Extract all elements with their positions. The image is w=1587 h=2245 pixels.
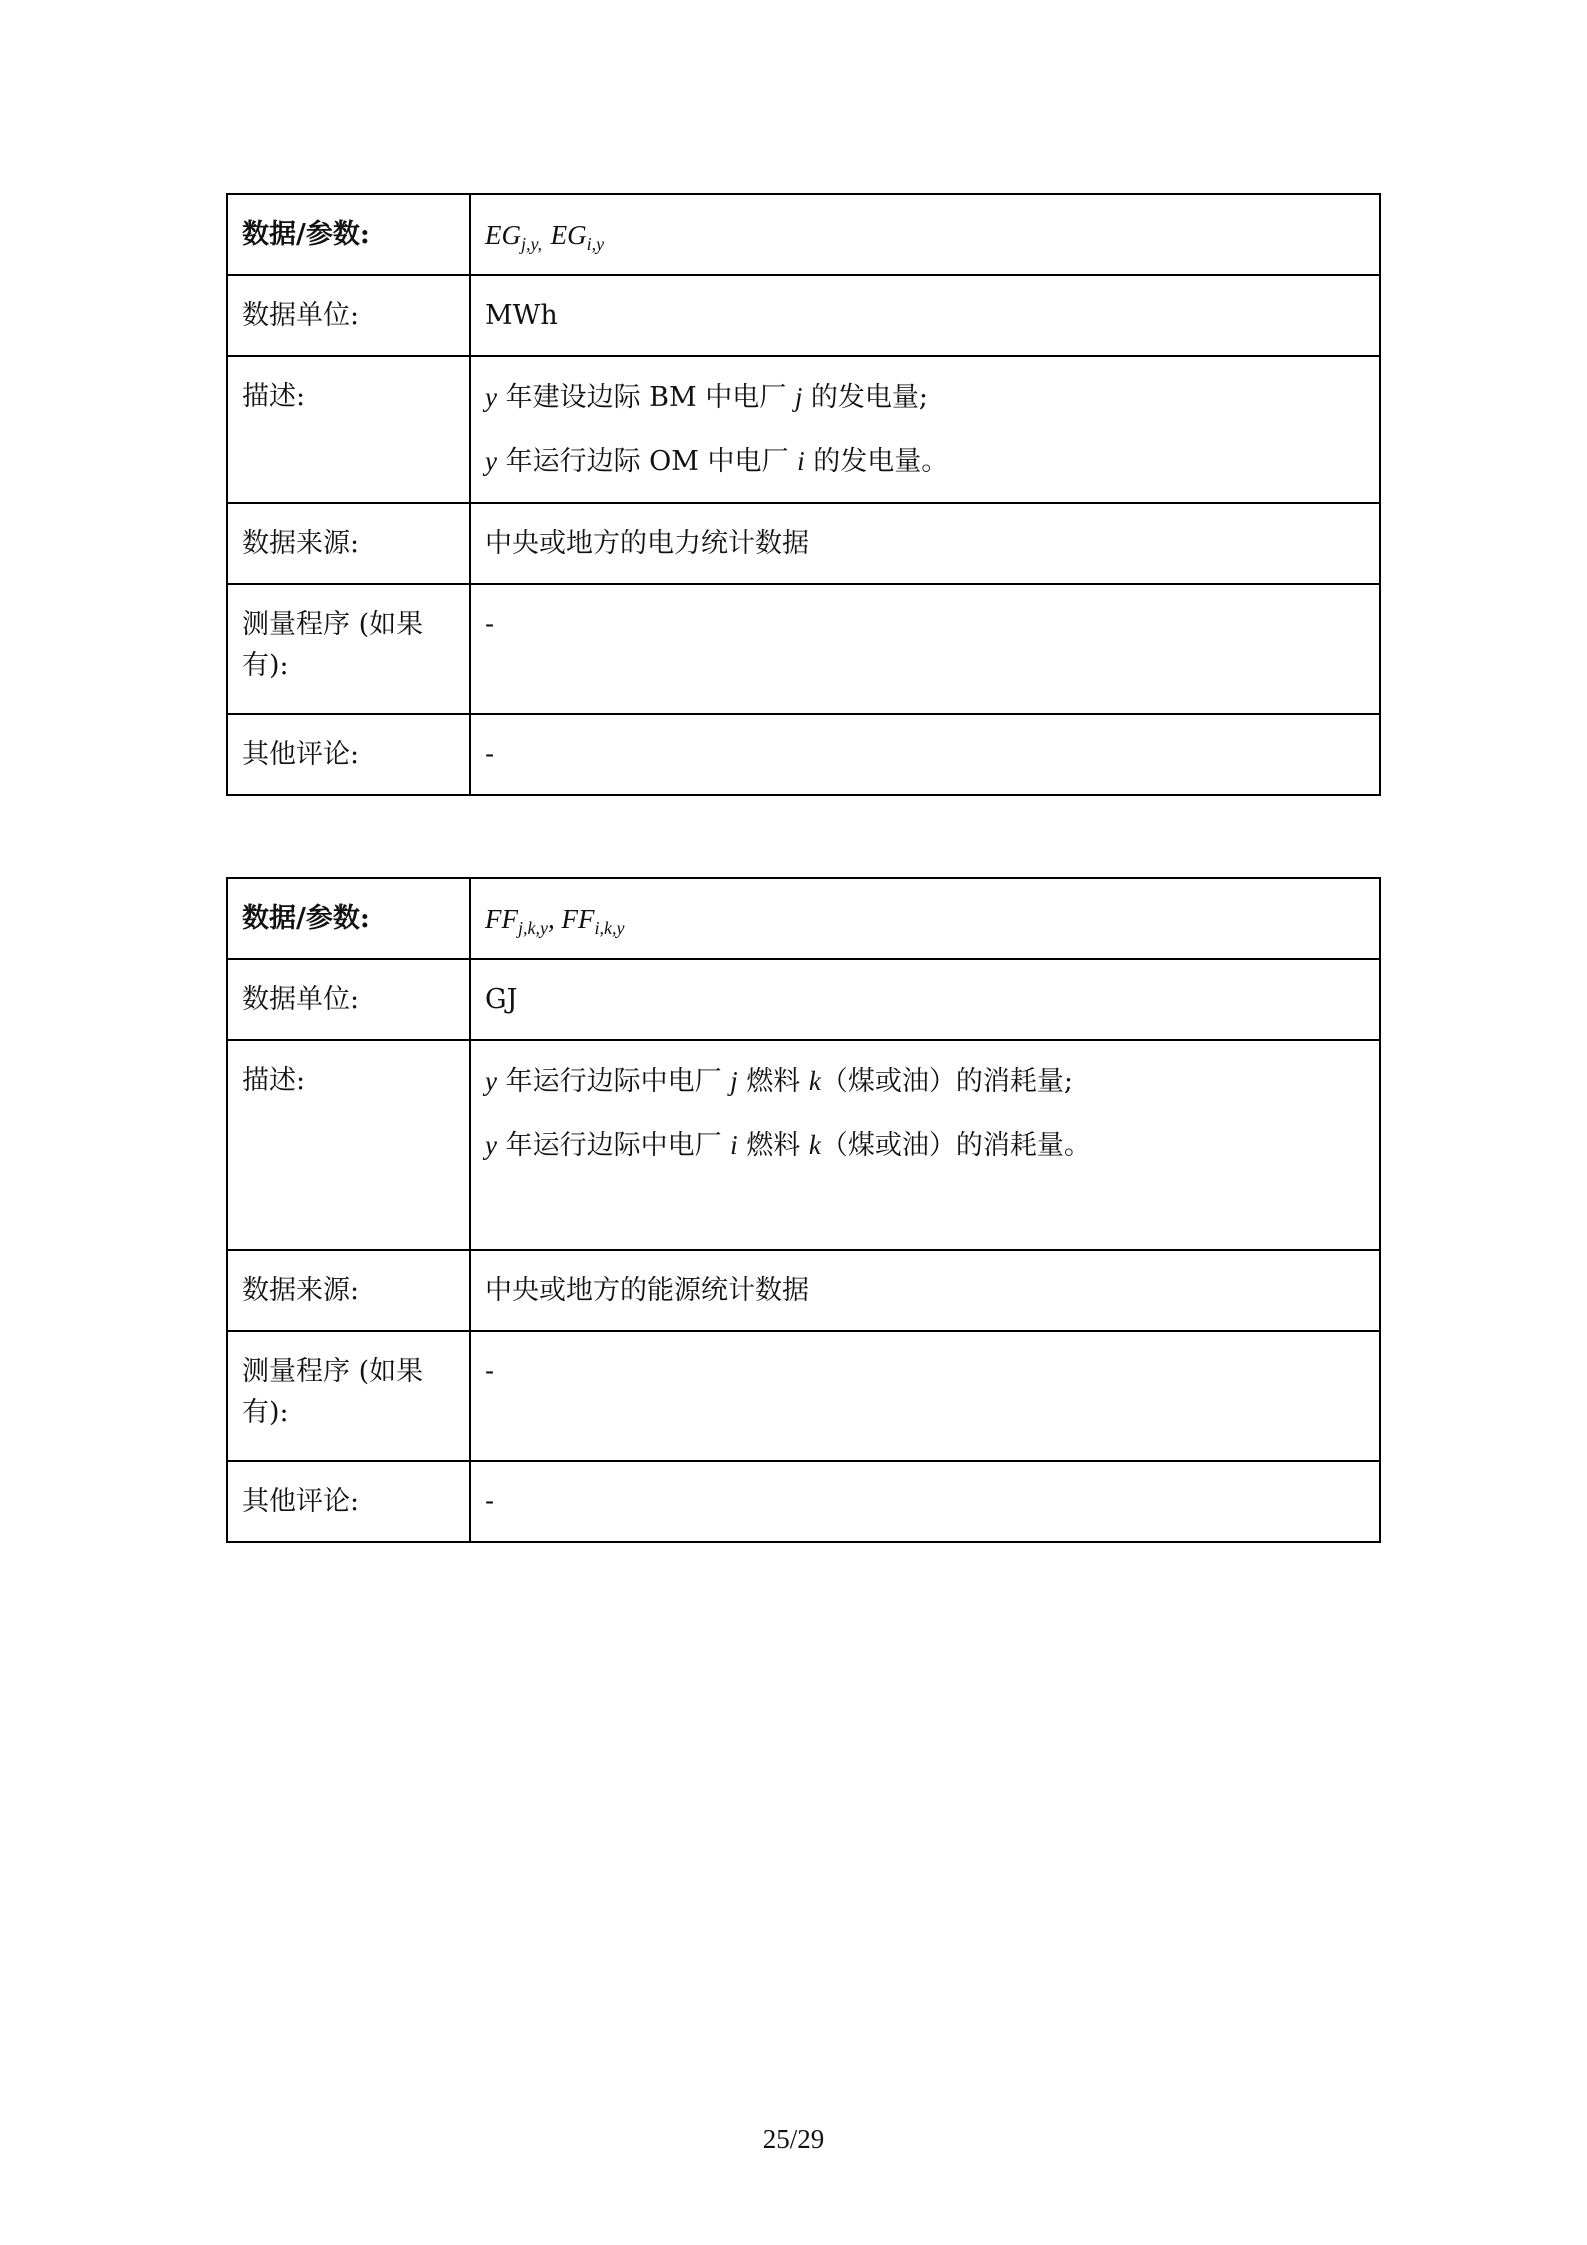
- variable: y: [485, 1066, 497, 1096]
- description-text: 年运行边际中电厂: [496, 1066, 731, 1097]
- description-text: 年运行边际 OM 中电厂: [496, 445, 798, 477]
- symbol-subscript: j,k,y: [518, 918, 548, 938]
- source-label: 数据来源:: [227, 503, 470, 584]
- page-number: 25/29: [762, 2124, 825, 2154]
- row-procedure: [227, 584, 1380, 714]
- description-text: 燃料: [737, 1129, 809, 1161]
- row-source: [227, 503, 1380, 584]
- procedure-label: 测量程序 (如果有):: [227, 1331, 470, 1461]
- description-label: 描述:: [227, 356, 470, 503]
- description-value: [470, 1040, 1380, 1250]
- parameter-value: [470, 878, 1380, 959]
- row-parameter: [227, 878, 1380, 959]
- description-label: 描述:: [227, 1040, 470, 1250]
- description-value: [470, 356, 1380, 503]
- description-text: 年建设边际 BM 中电厂: [496, 382, 795, 413]
- source-value: 中央或地方的能源统计数据: [470, 1250, 1380, 1331]
- procedure-value: -: [470, 1331, 1380, 1461]
- symbol-base: FF: [485, 904, 518, 934]
- procedure-label: 测量程序 (如果有):: [227, 584, 470, 714]
- comment-value: -: [470, 1461, 1380, 1542]
- variable: i: [797, 445, 805, 476]
- symbol-base: FF: [561, 904, 595, 934]
- row-comment: [227, 1461, 1380, 1542]
- comment-label: 其他评论:: [227, 714, 470, 795]
- source-label: 数据来源:: [227, 1250, 470, 1331]
- unit-value: GJ: [470, 959, 1380, 1040]
- parameter-value: [470, 194, 1380, 275]
- symbol-subscript: i,y: [586, 234, 605, 254]
- row-comment: [227, 714, 1380, 795]
- description-text: 燃料: [737, 1066, 809, 1097]
- row-description: [227, 1040, 1380, 1250]
- row-unit: [227, 959, 1380, 1040]
- variable: i: [730, 1129, 738, 1160]
- parameter-table-eg: [226, 193, 1381, 796]
- procedure-value: -: [470, 584, 1380, 714]
- variable: j: [794, 382, 803, 412]
- row-description: [227, 356, 1380, 503]
- variable: k: [808, 1129, 821, 1160]
- description-line: [485, 377, 1365, 419]
- description-line: [485, 1061, 1365, 1103]
- variable: j: [730, 1066, 738, 1096]
- description-text: 的发电量。: [804, 445, 949, 477]
- variable: k: [808, 1066, 821, 1096]
- unit-label: 数据单位:: [227, 275, 470, 356]
- row-procedure: [227, 1331, 1380, 1461]
- row-source: [227, 1250, 1380, 1331]
- symbol-subscript: j,y,: [521, 234, 542, 254]
- symbol-base: EG: [485, 220, 521, 250]
- symbol-subscript: i,k,y: [594, 918, 625, 938]
- unit-value: MWh: [470, 275, 1380, 356]
- description-text: 的发电量;: [802, 382, 929, 413]
- parameter-label: 数据/参数:: [227, 194, 470, 275]
- source-value: 中央或地方的电力统计数据: [470, 503, 1380, 584]
- symbol-base: EG: [550, 220, 587, 250]
- comment-value: -: [470, 714, 1380, 795]
- parameter-label: 数据/参数:: [227, 878, 470, 959]
- description-line: [485, 441, 1365, 483]
- description-text: （煤或油）的消耗量;: [820, 1066, 1073, 1097]
- variable: y: [485, 1129, 497, 1160]
- parameter-table-ff: [226, 877, 1381, 1543]
- row-unit: [227, 275, 1380, 356]
- variable: y: [485, 382, 497, 412]
- variable: y: [485, 445, 497, 476]
- row-parameter: [227, 194, 1380, 275]
- symbol-separator: ,: [547, 904, 562, 934]
- unit-label: 数据单位:: [227, 959, 470, 1040]
- comment-label: 其他评论:: [227, 1461, 470, 1542]
- description-text: （煤或油）的消耗量。: [820, 1129, 1091, 1161]
- description-text: 年运行边际中电厂: [496, 1129, 731, 1161]
- description-line: [485, 1125, 1365, 1167]
